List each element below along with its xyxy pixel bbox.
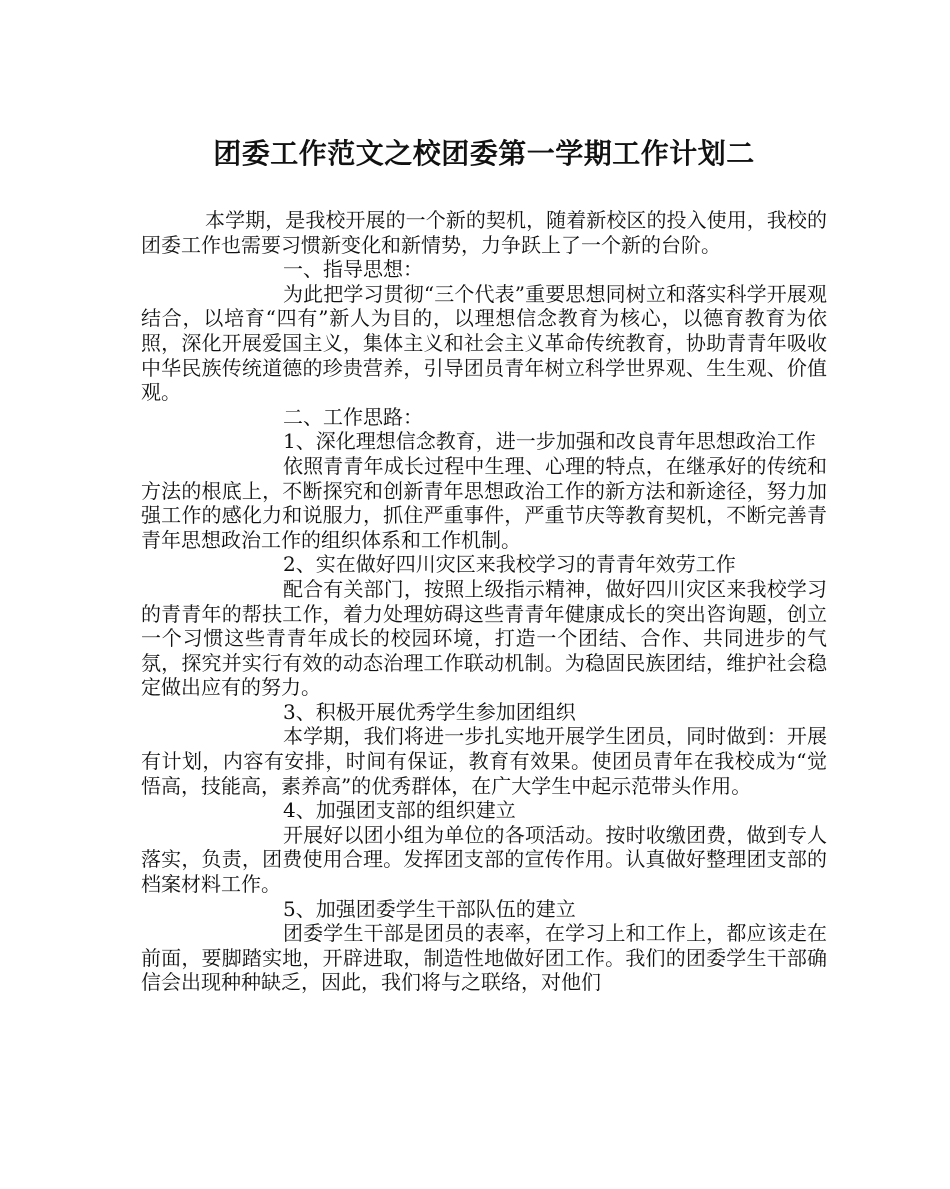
paragraph: 为此把学习贯彻“三个代表”重要思想同树立和落实科学开展观结合，以培育“四有”新人为目的，以理想信念教育为核心，以德育教育为依照，深化开展爱国主义，集体主义和社会主义革命传统教育，协助青青年吸收中华民族传统道德的珍贵营养，引导团员青年树立科学世界观、生生观、价值观。 bbox=[141, 281, 827, 405]
paragraph: 依照青青年成长过程中生理、心理的特点，在继承好的传统和方法的根底上，不断探究和创新青年思想政治工作的新方法和新途径，努力加强工作的感化力和说服力，抓住严重事件，严重节庆等教育契机，不断完善青青年思想政治工作的组织体系和工作机制。 bbox=[141, 453, 827, 552]
paragraph: 二、工作思路： bbox=[283, 404, 423, 429]
paragraph: 团委学生干部是团员的表率，在学习上和工作上，都应该走在前面，要脚踏实地，开辟进取，制造性地做好团工作。我们的团委学生干部确信会出现种种缺乏，因此，我们将与之联络，对他们 bbox=[141, 921, 827, 995]
paragraph: 2、实在做好四川灾区来我校学习的青青年效劳工作 bbox=[283, 552, 736, 577]
paragraph: 一、指导思想： bbox=[283, 257, 423, 282]
document-title: 团委工作范文之校团委第一学期工作计划二 bbox=[213, 137, 755, 170]
paragraph: 4、加强团支部的组织建立 bbox=[283, 798, 516, 823]
paragraph: 本学期，是我校开展的一个新的契机，随着新校区的投入使用，我校的团委工作也需要习惯新变化和新情势，力争跃上了一个新的台阶。 bbox=[141, 208, 827, 257]
paragraph: 5、加强团委学生干部队伍的建立 bbox=[283, 896, 576, 921]
paragraph: 1、深化理想信念教育，进一步加强和改良青年思想政治工作 bbox=[283, 429, 816, 454]
paragraph: 本学期，我们将进一步扎实地开展学生团员，同时做到：开展有计划，内容有安排，时间有保证，教育有效果。使团员青年在我校成为“觉悟高，技能高，素养高”的优秀群体，在广大学生中起示范带头作用。 bbox=[141, 724, 827, 798]
paragraph: 配合有关部门，按照上级指示精神，做好四川灾区来我校学习的青青年的帮扶工作，着力处理妨碍这些青青年健康成长的突出咨询题，创立一个习惯这些青青年成长的校园环境，打造一个团结、合作、共同进步的气氛，探究并实行有效的动态治理工作联动机制。为稳固民族团结，维护社会稳定做出应有的努力。 bbox=[141, 576, 827, 700]
document-body bbox=[141, 208, 827, 995]
paragraph: 开展好以团小组为单位的各项活动。按时收缴团费，做到专人落实，负责，团费使用合理。发挥团支部的宣传作用。认真做好整理团支部的档案材料工作。 bbox=[141, 822, 827, 897]
paragraph: 3、积极开展优秀学生参加团组织 bbox=[283, 699, 576, 724]
